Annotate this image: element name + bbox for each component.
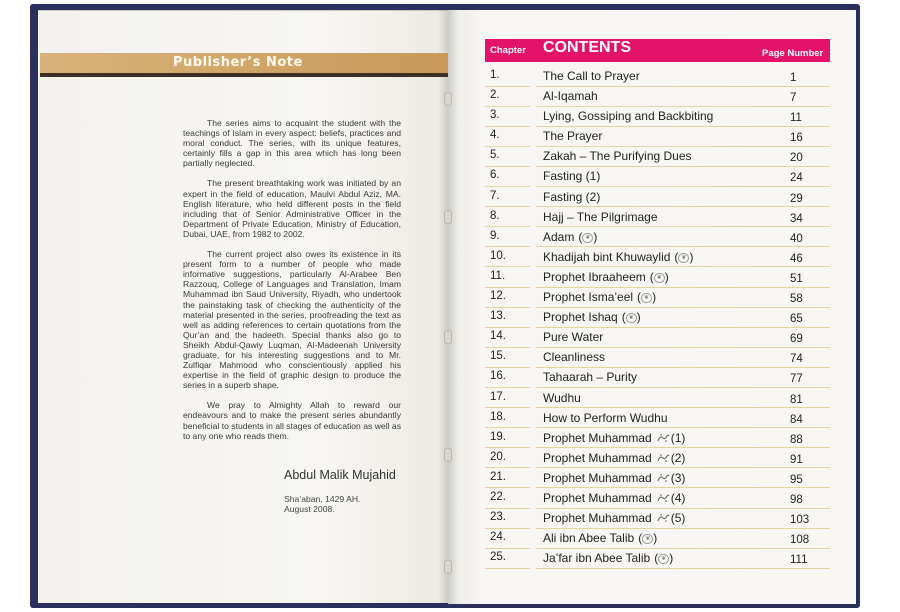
chapter-number: 25. <box>490 551 506 564</box>
chapter-title <box>543 511 685 525</box>
chapter-number: 16. <box>490 370 506 383</box>
salawat-glyph-icon <box>656 471 671 485</box>
chapter-title-text: How to Perform Wudhu <box>543 410 668 425</box>
note-paragraph: The current project also owes its existence in its present form to a number of people who made informative suggestions, particularly Al-Arabee Ben Razzouq, College of Languages and Translation, Imam Muhammad ibn Saud University, Riyadh, who undertook the painstaking task of checking the authenticity of the material presented in the series, proofreading the text as well as adding references to certain quotations from the Qur’an and the hadeeth. Special thanks also go to Sheikh Abdul-Qawiy Luqman, Al-Madeenah University graduate, for his interesting suggestions and to Mr. Zulfiqar Mahmood who conscientiously applied his expertise in the field of graphic design to produce the series in a superb shape. <box>183 249 401 391</box>
binding-stitch <box>444 560 452 574</box>
chapter-number: 4. <box>490 129 500 142</box>
toc-row <box>485 469 830 489</box>
chapter-title-text: Al-Iqamah <box>543 89 598 104</box>
honorific-mark-icon: ( ❦ ) <box>649 269 669 284</box>
chapter-number: 9. <box>490 229 500 242</box>
toc-row <box>485 389 830 409</box>
chapter-page-number: 95 <box>790 473 803 486</box>
chapter-number: 24. <box>490 531 506 544</box>
table-of-contents <box>485 67 830 569</box>
toc-row <box>485 248 830 268</box>
chapter-page-number: 46 <box>790 252 803 265</box>
chapter-title <box>543 230 597 244</box>
chapter-part-number: (3) <box>670 470 686 485</box>
binding-stitch <box>444 330 452 344</box>
binding-stitch <box>444 448 452 462</box>
chapter-page-number: 74 <box>790 353 803 366</box>
chapter-page-number: 65 <box>790 313 803 326</box>
chapter-title <box>543 531 657 545</box>
chapter-title-text: Tahaarah – Purity <box>543 370 638 385</box>
chapter-number: 2. <box>490 89 500 102</box>
chapter-page-number: 103 <box>790 514 810 527</box>
chapter-title <box>543 149 692 163</box>
chapter-column-label: Chapter <box>490 45 526 56</box>
chapter-page-number: 24 <box>790 172 803 185</box>
honorific-mark-icon: ( ❦ ) <box>674 249 694 264</box>
toc-row <box>485 449 830 469</box>
toc-row <box>485 549 830 569</box>
chapter-page-number: 69 <box>790 333 803 346</box>
toc-row <box>485 67 830 87</box>
chapter-page-number: 40 <box>790 232 803 245</box>
chapter-title-text: Prophet Isma’eel <box>543 290 634 305</box>
chapter-title <box>543 290 656 304</box>
chapter-number: 20. <box>490 450 506 463</box>
salawat-glyph-icon <box>656 511 671 525</box>
chapter-number: 17. <box>490 390 506 403</box>
date-hijri: Sha’aban, 1429 AH. <box>284 494 361 504</box>
chapter-title-text: The Prayer <box>543 129 603 144</box>
chapter-title <box>543 109 713 123</box>
chapter-title <box>543 169 600 183</box>
chapter-title-text: Prophet Muhammad <box>543 430 652 445</box>
salawat-glyph-icon <box>656 451 671 465</box>
chapter-title <box>543 330 603 344</box>
toc-row <box>485 328 830 348</box>
chapter-number: 1. <box>490 69 500 81</box>
chapter-number: 6. <box>490 169 500 182</box>
publisher-note-body <box>183 118 401 451</box>
chapter-page-number: 111 <box>790 554 808 567</box>
chapter-page-number: 1 <box>790 72 797 84</box>
chapter-number: 8. <box>490 209 500 222</box>
signature: Abdul Malik Mujahid <box>284 468 396 482</box>
toc-row <box>485 107 830 127</box>
chapter-page-number: 29 <box>790 192 803 205</box>
toc-row <box>485 429 830 449</box>
toc-row <box>485 489 830 509</box>
chapter-title-text: Wudhu <box>543 390 581 405</box>
chapter-title-text: Prophet Muhammad <box>543 490 652 505</box>
signature-date <box>284 494 360 514</box>
salawat-glyph-icon <box>656 491 671 505</box>
note-paragraph: We pray to Almighty Allah to reward our endeavours and to make the present series abundantly beneficial to students in all stages of education as well as to any one who reads them. <box>183 400 401 441</box>
toc-row <box>485 188 830 208</box>
chapter-page-number: 51 <box>790 272 803 285</box>
chapter-number: 15. <box>490 350 506 363</box>
chapter-title <box>543 210 658 224</box>
toc-row <box>485 127 830 147</box>
note-paragraph: The series aims to acquaint the student with the teachings of Islam in every aspect: beliefs, practices and moral conduct. The series, with its unique features, certainly fills a gap in this area which has long been partially neglected. <box>183 118 401 169</box>
chapter-number: 7. <box>490 189 500 202</box>
chapter-number: 22. <box>490 490 506 503</box>
chapter-title-text: Adam <box>543 229 575 244</box>
chapter-number: 13. <box>490 310 506 323</box>
chapter-title-text: Prophet Muhammad <box>543 450 652 465</box>
chapter-number: 11. <box>490 269 506 282</box>
chapter-title <box>543 551 673 565</box>
chapter-page-number: 16 <box>790 132 803 145</box>
chapter-page-number: 7 <box>790 92 797 105</box>
contents-title: CONTENTS <box>543 39 631 56</box>
chapter-title <box>543 129 602 143</box>
chapter-title-text: Pure Water <box>543 330 604 345</box>
chapter-page-number: 81 <box>790 393 803 406</box>
chapter-number: 18. <box>490 410 506 423</box>
chapter-page-number: 11 <box>790 112 802 125</box>
chapter-title-text: Lying, Gossiping and Backbiting <box>543 109 714 124</box>
binding-stitch <box>444 210 452 224</box>
honorific-mark-icon: ( ❦ ) <box>578 229 598 244</box>
chapter-page-number: 88 <box>790 433 803 446</box>
date-gregorian: August 2008. <box>284 504 335 514</box>
honorific-mark-icon: ( ❦ ) <box>621 310 641 325</box>
toc-row <box>485 228 830 248</box>
page-number-column-label: Page Number <box>762 48 824 59</box>
chapter-number: 19. <box>490 430 506 443</box>
chapter-title <box>543 370 637 384</box>
chapter-title <box>543 451 685 465</box>
salawat-glyph-icon <box>656 431 671 445</box>
chapter-title <box>543 491 685 505</box>
chapter-title-text: Prophet Ibraaheem <box>543 269 646 284</box>
chapter-title <box>543 391 581 405</box>
chapter-number: 23. <box>490 511 506 524</box>
toc-row <box>485 529 830 549</box>
toc-row <box>485 509 830 529</box>
chapter-title <box>543 411 668 425</box>
chapter-number: 3. <box>490 109 500 122</box>
toc-row <box>485 87 830 107</box>
chapter-number: 14. <box>490 330 506 343</box>
chapter-title-text: Fasting (1) <box>543 169 601 184</box>
toc-row <box>485 288 830 308</box>
chapter-page-number: 77 <box>790 373 803 386</box>
chapter-title-text: Khadijah bint Khuwaylid <box>543 249 671 264</box>
chapter-number: 5. <box>490 149 500 162</box>
chapter-number: 21. <box>490 470 506 483</box>
chapter-title <box>543 190 600 204</box>
chapter-title <box>543 89 598 103</box>
chapter-title-text: Prophet Muhammad <box>543 511 652 526</box>
chapter-title-text: Cleanliness <box>543 350 606 365</box>
chapter-part-number: (4) <box>670 490 686 505</box>
chapter-page-number: 34 <box>790 212 803 225</box>
chapter-title <box>543 69 640 83</box>
honorific-mark-icon: ( ❦ ) <box>638 531 658 546</box>
honorific-mark-icon: ( ❦ ) <box>654 551 674 566</box>
chapter-page-number: 20 <box>790 152 803 165</box>
chapter-page-number: 98 <box>790 493 803 506</box>
chapter-page-number: 58 <box>790 293 803 306</box>
publisher-note-rule <box>40 73 448 77</box>
chapter-part-number: (1) <box>670 430 686 445</box>
chapter-title <box>543 350 605 364</box>
chapter-page-number: 84 <box>790 413 803 426</box>
chapter-part-number: (5) <box>670 511 686 526</box>
toc-row <box>485 348 830 368</box>
chapter-part-number: (2) <box>670 450 686 465</box>
chapter-title-text: Ali ibn Abee Talib <box>543 531 635 546</box>
chapter-page-number: 91 <box>790 453 803 466</box>
chapter-number: 12. <box>490 290 506 303</box>
toc-row <box>485 268 830 288</box>
chapter-title-text: The Call to Prayer <box>543 69 640 83</box>
chapter-number: 10. <box>490 249 506 262</box>
chapter-title-text: Prophet Ishaq <box>543 310 618 325</box>
toc-row <box>485 147 830 167</box>
binding-stitch <box>444 92 452 106</box>
note-paragraph: The present breathtaking work was initiated by an expert in the field of education, Maulvi Abdul Aziz, MA. English literature, who held different posts in the field including that of Senior Administrative Officer in the Department of Private Education, Ministry of Education, Dubai, UAE, from 1982 to 2002. <box>183 178 401 239</box>
chapter-page-number: 108 <box>790 534 810 547</box>
chapter-title-text: Zakah – The Purifying Dues <box>543 149 692 164</box>
toc-row <box>485 368 830 388</box>
chapter-title <box>543 250 693 264</box>
chapter-title <box>543 310 641 324</box>
toc-row <box>485 409 830 429</box>
toc-row <box>485 308 830 328</box>
toc-row <box>485 167 830 187</box>
chapter-title-text: Hajj – The Pilgrimage <box>543 209 658 224</box>
chapter-title-text: Fasting (2) <box>543 189 601 204</box>
chapter-title <box>543 471 685 485</box>
honorific-mark-icon: ( ❦ ) <box>637 290 657 305</box>
toc-row <box>485 208 830 228</box>
chapter-title-text: Ja’far ibn Abee Talib <box>543 551 651 566</box>
chapter-title <box>543 270 669 284</box>
publisher-note-title: Publisher’s Note <box>173 55 303 70</box>
chapter-title-text: Prophet Muhammad <box>543 470 652 485</box>
chapter-title <box>543 431 685 445</box>
